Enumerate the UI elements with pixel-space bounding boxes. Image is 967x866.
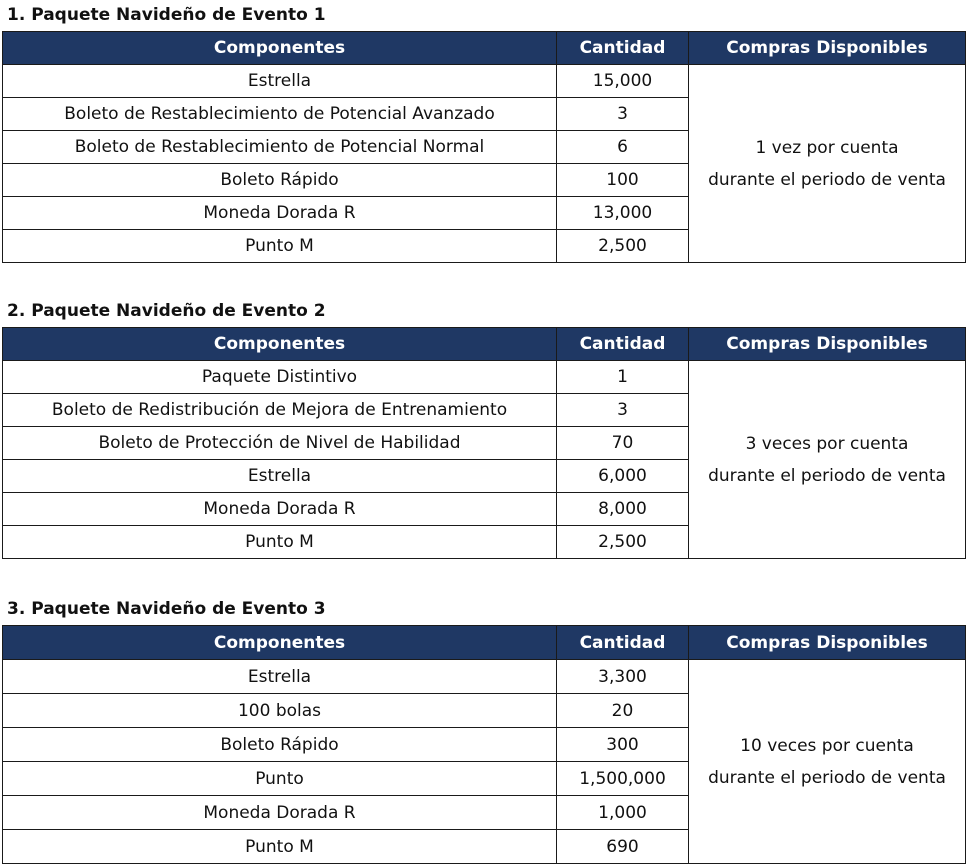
header-quantity: Cantidad — [557, 32, 689, 65]
quantity-cell: 6,000 — [557, 460, 689, 493]
table-row — [3, 660, 966, 694]
quantity-cell: 13,000 — [557, 197, 689, 230]
availability-line: durante el periodo de venta — [708, 767, 946, 788]
quantity-cell: 6 — [557, 131, 689, 164]
quantity-cell: 2,500 — [557, 526, 689, 559]
header-quantity: Cantidad — [557, 626, 689, 660]
component-cell: Estrella — [3, 65, 557, 98]
component-cell: Punto M — [3, 230, 557, 263]
component-cell: Boleto de Redistribución de Mejora de Entrenamiento — [3, 394, 557, 427]
quantity-cell: 100 — [557, 164, 689, 197]
quantity-cell: 3,300 — [557, 660, 689, 694]
header-components: Componentes — [3, 328, 557, 361]
component-cell: Punto M — [3, 526, 557, 559]
component-cell: 100 bolas — [3, 694, 557, 728]
component-cell: Moneda Dorada R — [3, 796, 557, 830]
availability-line: durante el periodo de venta — [708, 465, 946, 486]
quantity-cell: 8,000 — [557, 493, 689, 526]
availability-line: durante el periodo de venta — [708, 169, 946, 190]
header-purchases: Compras Disponibles — [689, 328, 966, 361]
component-cell: Boleto de Protección de Nivel de Habilidad — [3, 427, 557, 460]
component-cell: Boleto Rápido — [3, 728, 557, 762]
availability-cell — [689, 361, 966, 559]
quantity-cell: 1,500,000 — [557, 762, 689, 796]
header-components: Componentes — [3, 32, 557, 65]
package-table — [2, 327, 966, 559]
package-table — [2, 31, 966, 263]
component-cell: Estrella — [3, 460, 557, 493]
component-cell: Punto — [3, 762, 557, 796]
quantity-cell: 690 — [557, 830, 689, 864]
quantity-cell: 300 — [557, 728, 689, 762]
table-row — [3, 361, 966, 394]
component-cell: Punto M — [3, 830, 557, 864]
component-cell: Moneda Dorada R — [3, 493, 557, 526]
component-cell: Boleto Rápido — [3, 164, 557, 197]
component-cell: Boleto de Restablecimiento de Potencial Normal — [3, 131, 557, 164]
section-title: 2. Paquete Navideño de Evento 2 — [7, 301, 326, 321]
header-row — [3, 328, 966, 361]
section-title: 3. Paquete Navideño de Evento 3 — [7, 599, 326, 619]
table-row — [3, 65, 966, 98]
section-title: 1. Paquete Navideño de Evento 1 — [7, 5, 326, 25]
header-purchases: Compras Disponibles — [689, 626, 966, 660]
availability-line: 10 veces por cuenta — [740, 735, 914, 756]
quantity-cell: 15,000 — [557, 65, 689, 98]
header-components: Componentes — [3, 626, 557, 660]
availability-cell — [689, 65, 966, 263]
quantity-cell: 20 — [557, 694, 689, 728]
quantity-cell: 1,000 — [557, 796, 689, 830]
header-quantity: Cantidad — [557, 328, 689, 361]
quantity-cell: 2,500 — [557, 230, 689, 263]
header-row — [3, 32, 966, 65]
quantity-cell: 1 — [557, 361, 689, 394]
quantity-cell: 3 — [557, 394, 689, 427]
availability-line: 3 veces por cuenta — [745, 433, 909, 454]
component-cell: Estrella — [3, 660, 557, 694]
availability-cell — [689, 660, 966, 864]
package-table — [2, 625, 966, 864]
header-purchases: Compras Disponibles — [689, 32, 966, 65]
header-row — [3, 626, 966, 660]
quantity-cell: 70 — [557, 427, 689, 460]
component-cell: Paquete Distintivo — [3, 361, 557, 394]
component-cell: Boleto de Restablecimiento de Potencial Avanzado — [3, 98, 557, 131]
component-cell: Moneda Dorada R — [3, 197, 557, 230]
availability-line: 1 vez por cuenta — [755, 137, 899, 158]
quantity-cell: 3 — [557, 98, 689, 131]
